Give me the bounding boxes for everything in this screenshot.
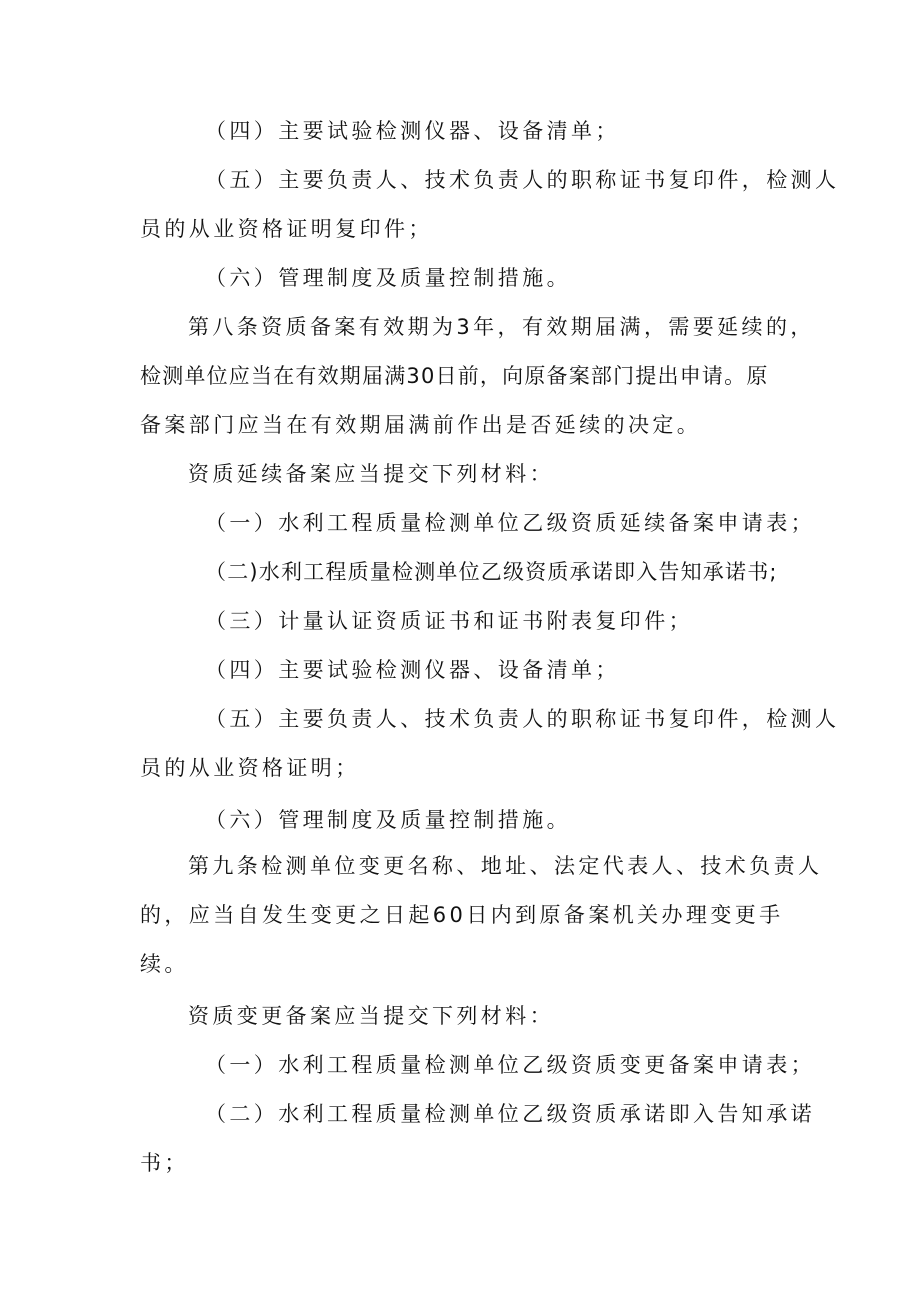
renewal-item-4: （四）主要试验检测仪器、设备清单； [205, 658, 620, 682]
list-item-5-certificates: （五）主要负责人、技术负责人的职称证书复印件，检测人 [205, 168, 840, 192]
change-item-1: （一）水利工程质量检测单位乙级资质变更备案申请表； [205, 1053, 815, 1077]
article-8-paragraph-line-3: 备案部门应当在有效期届满前作出是否延续的决定。 [140, 413, 702, 437]
change-item-2: （二）水利工程质量检测单位乙级资质承诺即入告知承诺 [205, 1102, 815, 1126]
list-item-5-continuation: 员的从业资格证明复印件； [140, 217, 433, 241]
list-item-4-equipment: （四）主要试验检测仪器、设备清单； [205, 119, 620, 143]
renewal-item-6: （六）管理制度及质量控制措施。 [205, 808, 571, 832]
article-9-paragraph-line-3: 续。 [140, 952, 189, 976]
renewal-item-3: （三）计量认证资质证书和证书附表复印件； [205, 609, 693, 633]
change-materials-heading: 资质变更备案应当提交下列材料： [188, 1004, 554, 1028]
renewal-item-5-continuation: 员的从业资格证明； [140, 756, 360, 780]
renewal-item-5: （五）主要负责人、技术负责人的职称证书复印件，检测人 [205, 707, 840, 731]
change-item-2-continuation: 书； [140, 1151, 189, 1175]
article-9-paragraph: 第九条检测单位变更名称、地址、法定代表人、技术负责人 [188, 854, 823, 878]
article-8-paragraph-line-2: 检测单位应当在有效期届满30日前，向原备案部门提出申请。原 [140, 364, 769, 388]
article-9-paragraph-line-2: 的，应当自发生变更之日起60日内到原备案机关办理变更手 [140, 903, 784, 927]
article-8-paragraph: 第八条资质备案有效期为3年，有效期届满，需要延续的， [188, 315, 815, 339]
renewal-materials-heading: 资质延续备案应当提交下列材料： [188, 462, 554, 486]
renewal-item-2: （二)水利工程质量检测单位乙级资质承诺即入告知承诺书; [205, 560, 778, 584]
renewal-item-1: （一）水利工程质量检测单位乙级资质延续备案申请表； [205, 511, 815, 535]
list-item-6-management: （六）管理制度及质量控制措施。 [205, 266, 571, 290]
